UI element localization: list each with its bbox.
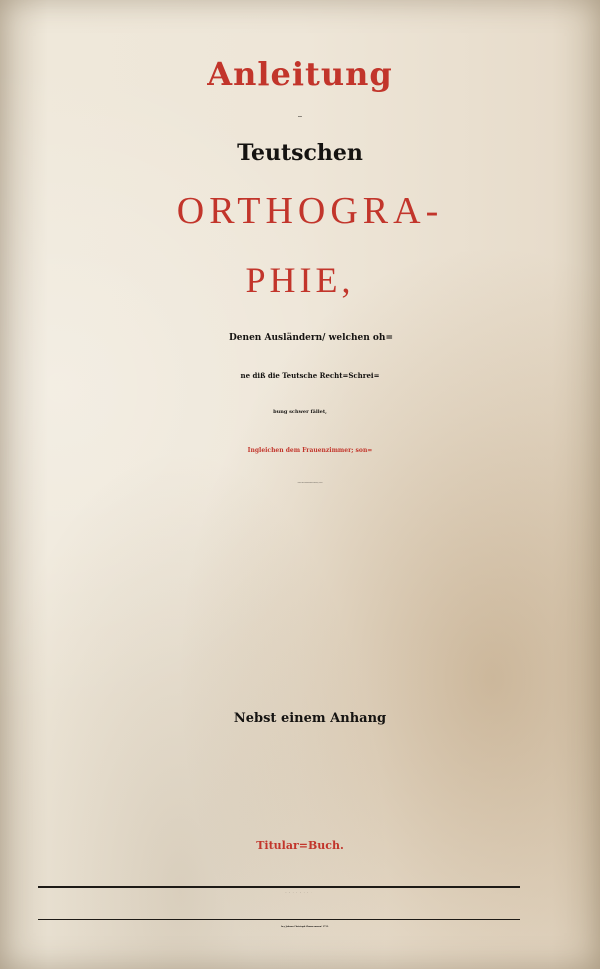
- title-word-teutschen: Teutschen: [237, 140, 363, 166]
- title-word-orthogra: ORTHOGRA-: [176, 190, 444, 232]
- top-rule: [38, 886, 520, 888]
- bottom-rule: [38, 919, 520, 920]
- titular-line: Titular=Buch.: [256, 839, 344, 852]
- nebst-line: Nebst einem Anhang: [233, 711, 387, 726]
- body-line-1: Denen Ausländern/ welchen oh=: [229, 333, 393, 343]
- body-line-5: derlich aber denenjenigen Personen, so sich: [297, 483, 323, 484]
- title-word-phie: PHIE,: [245, 260, 355, 300]
- title-word-anleitung: Anleitung: [207, 55, 393, 93]
- imprint-publisher: bey Johann Christoph Zimmermann/ 1713.: [281, 926, 329, 928]
- body-line-3: bung schwer fället,: [273, 409, 327, 415]
- title-word-zur: zur: [298, 116, 302, 118]
- imprint-place: DRESDEN/: [285, 893, 315, 894]
- body-line-2: ne diß die Teutsche Recht=Schrei=: [240, 371, 380, 380]
- body-line-4: Ingleichen dem Frauenzimmer; son=: [247, 447, 373, 454]
